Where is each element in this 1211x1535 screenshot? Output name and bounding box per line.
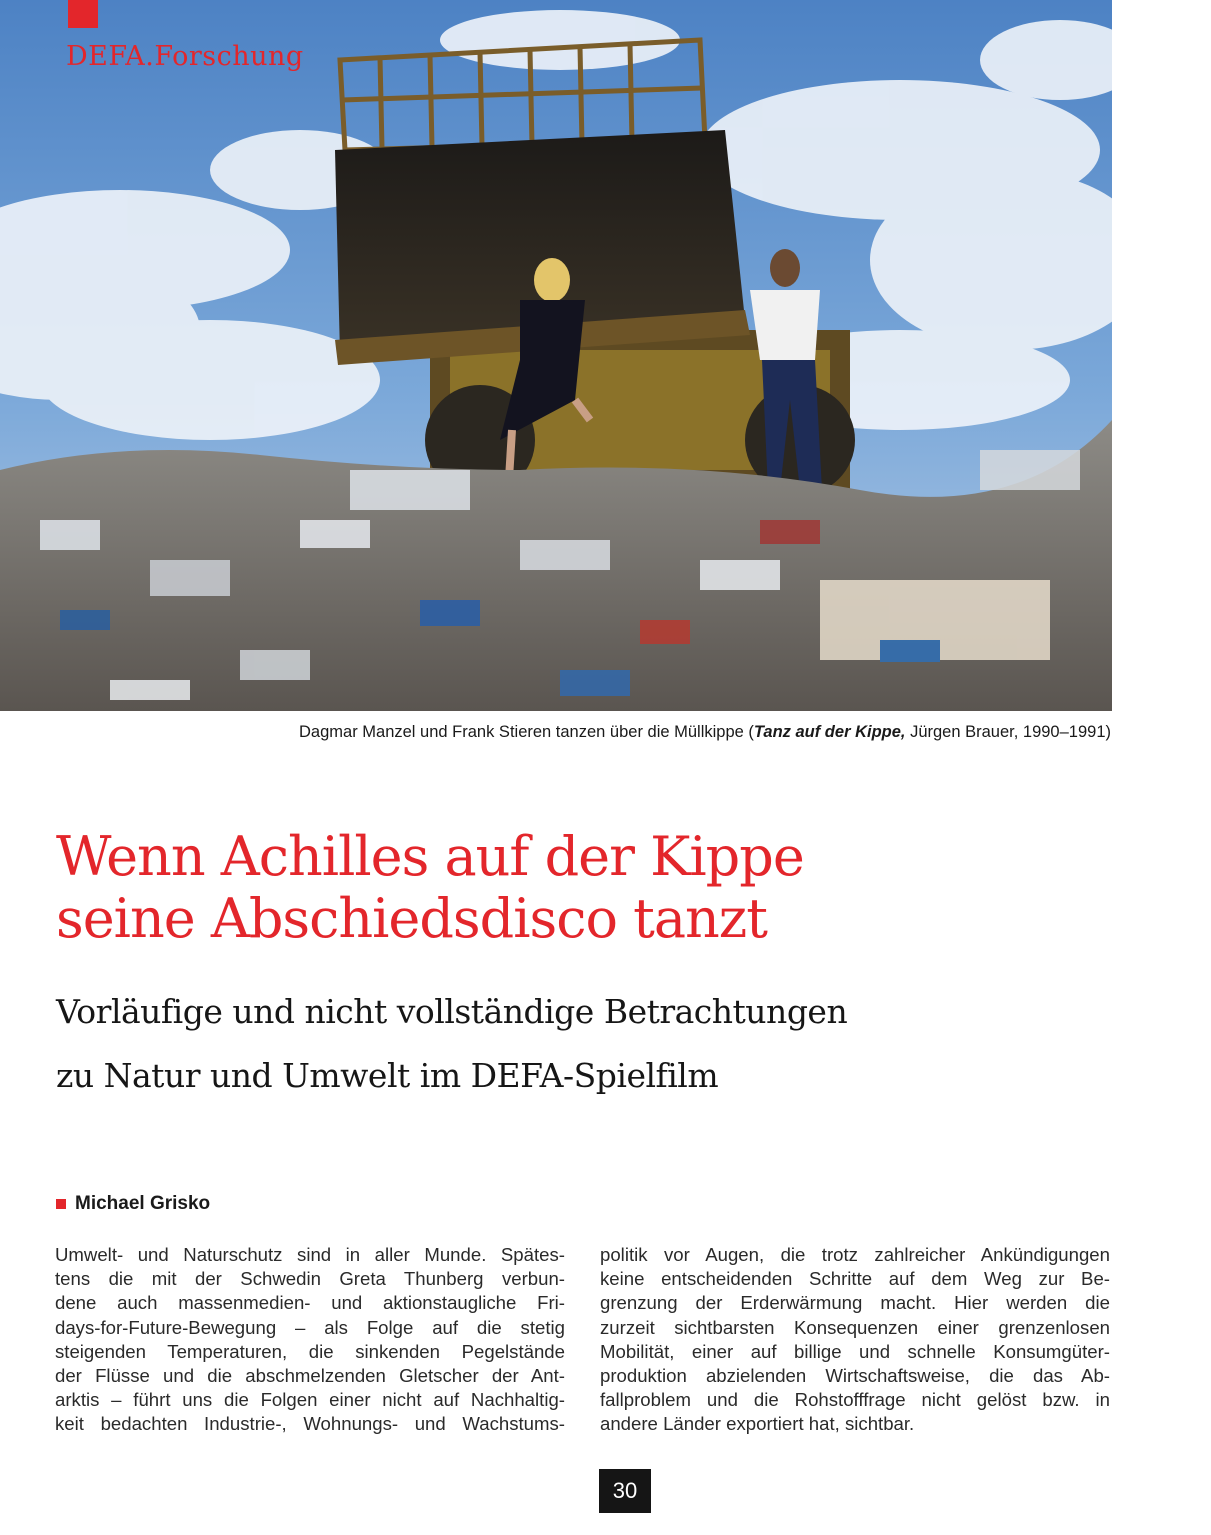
author-name: Michael Grisko — [75, 1193, 211, 1214]
body-line: tens die mit der Schwedin Greta Thunberg verbun- — [55, 1268, 565, 1290]
film-still-photo — [0, 0, 1112, 711]
section-label: DEFA.Forschung — [66, 41, 304, 72]
subtitle-line-1: Vorläufige und nicht vollständige Betrachtungen — [56, 992, 848, 1031]
author-bullet — [56, 1199, 66, 1209]
body-line: andere Länder exportiert hat, sichtbar. — [600, 1413, 915, 1435]
photo-caption — [299, 723, 1111, 742]
article-title — [56, 826, 1056, 950]
author-byline — [56, 1193, 210, 1215]
body-line: arktis – führt uns die Folgen einer nicht auf Nachhaltig- — [55, 1389, 565, 1411]
body-line: grenzung der Erderwärmung macht. Hier werden die — [600, 1292, 1110, 1314]
body-line: fallproblem und die Rohstofffrage nicht gelöst bzw. in — [600, 1389, 1110, 1411]
caption-text: Dagmar Manzel und Frank Stieren tanzen über die Müllkippe ( — [299, 723, 754, 741]
body-line: zurzeit sichtbarsten Konsequenzen einer grenzenlosen — [600, 1316, 1110, 1338]
body-column-right — [600, 1243, 1110, 1437]
body-line: politik vor Augen, die trotz zahlreicher Ankündigungen — [600, 1244, 1110, 1265]
body-line: dene auch massenmedien- und aktionstaugliche Fri- — [55, 1292, 565, 1314]
body-line: Umwelt- und Naturschutz sind in aller Munde. Spätes- — [55, 1244, 565, 1265]
body-line: keine entscheidenden Schritte auf dem Weg zur Be- — [600, 1268, 1110, 1290]
body-line: keit bedachten Industrie-, Wohnungs- und Wachstums- — [55, 1413, 565, 1435]
title-line-2: seine Abschiedsdisco tanzt — [56, 887, 767, 950]
body-line: Mobilität, einer auf billige und schnelle Konsumgüter- — [600, 1340, 1110, 1362]
body-line: steigenden Temperaturen, die sinkenden Pegelstände — [55, 1340, 565, 1362]
title-line-1: Wenn Achilles auf der Kippe — [56, 825, 804, 888]
subtitle-line-2: zu Natur und Umwelt im DEFA-Spielfilm — [56, 1056, 719, 1095]
article-subtitle — [56, 980, 1106, 1108]
body-line: days-for-Future-Bewegung – als Folge auf die stetig — [55, 1316, 565, 1338]
caption-credit: Jürgen Brauer, 1990–1991) — [905, 723, 1111, 741]
page-number: 30 — [599, 1469, 651, 1513]
body-line: der Flüsse und die abschmelzenden Gletscher der Ant- — [55, 1365, 565, 1387]
body-line: produktion abzielenden Wirtschaftsweise, die das Ab- — [600, 1365, 1110, 1387]
caption-film-title: Tanz auf der Kippe, — [753, 723, 906, 741]
landfill-scene-illustration — [0, 0, 1112, 711]
body-column-left — [55, 1243, 565, 1437]
section-marker — [68, 0, 98, 28]
